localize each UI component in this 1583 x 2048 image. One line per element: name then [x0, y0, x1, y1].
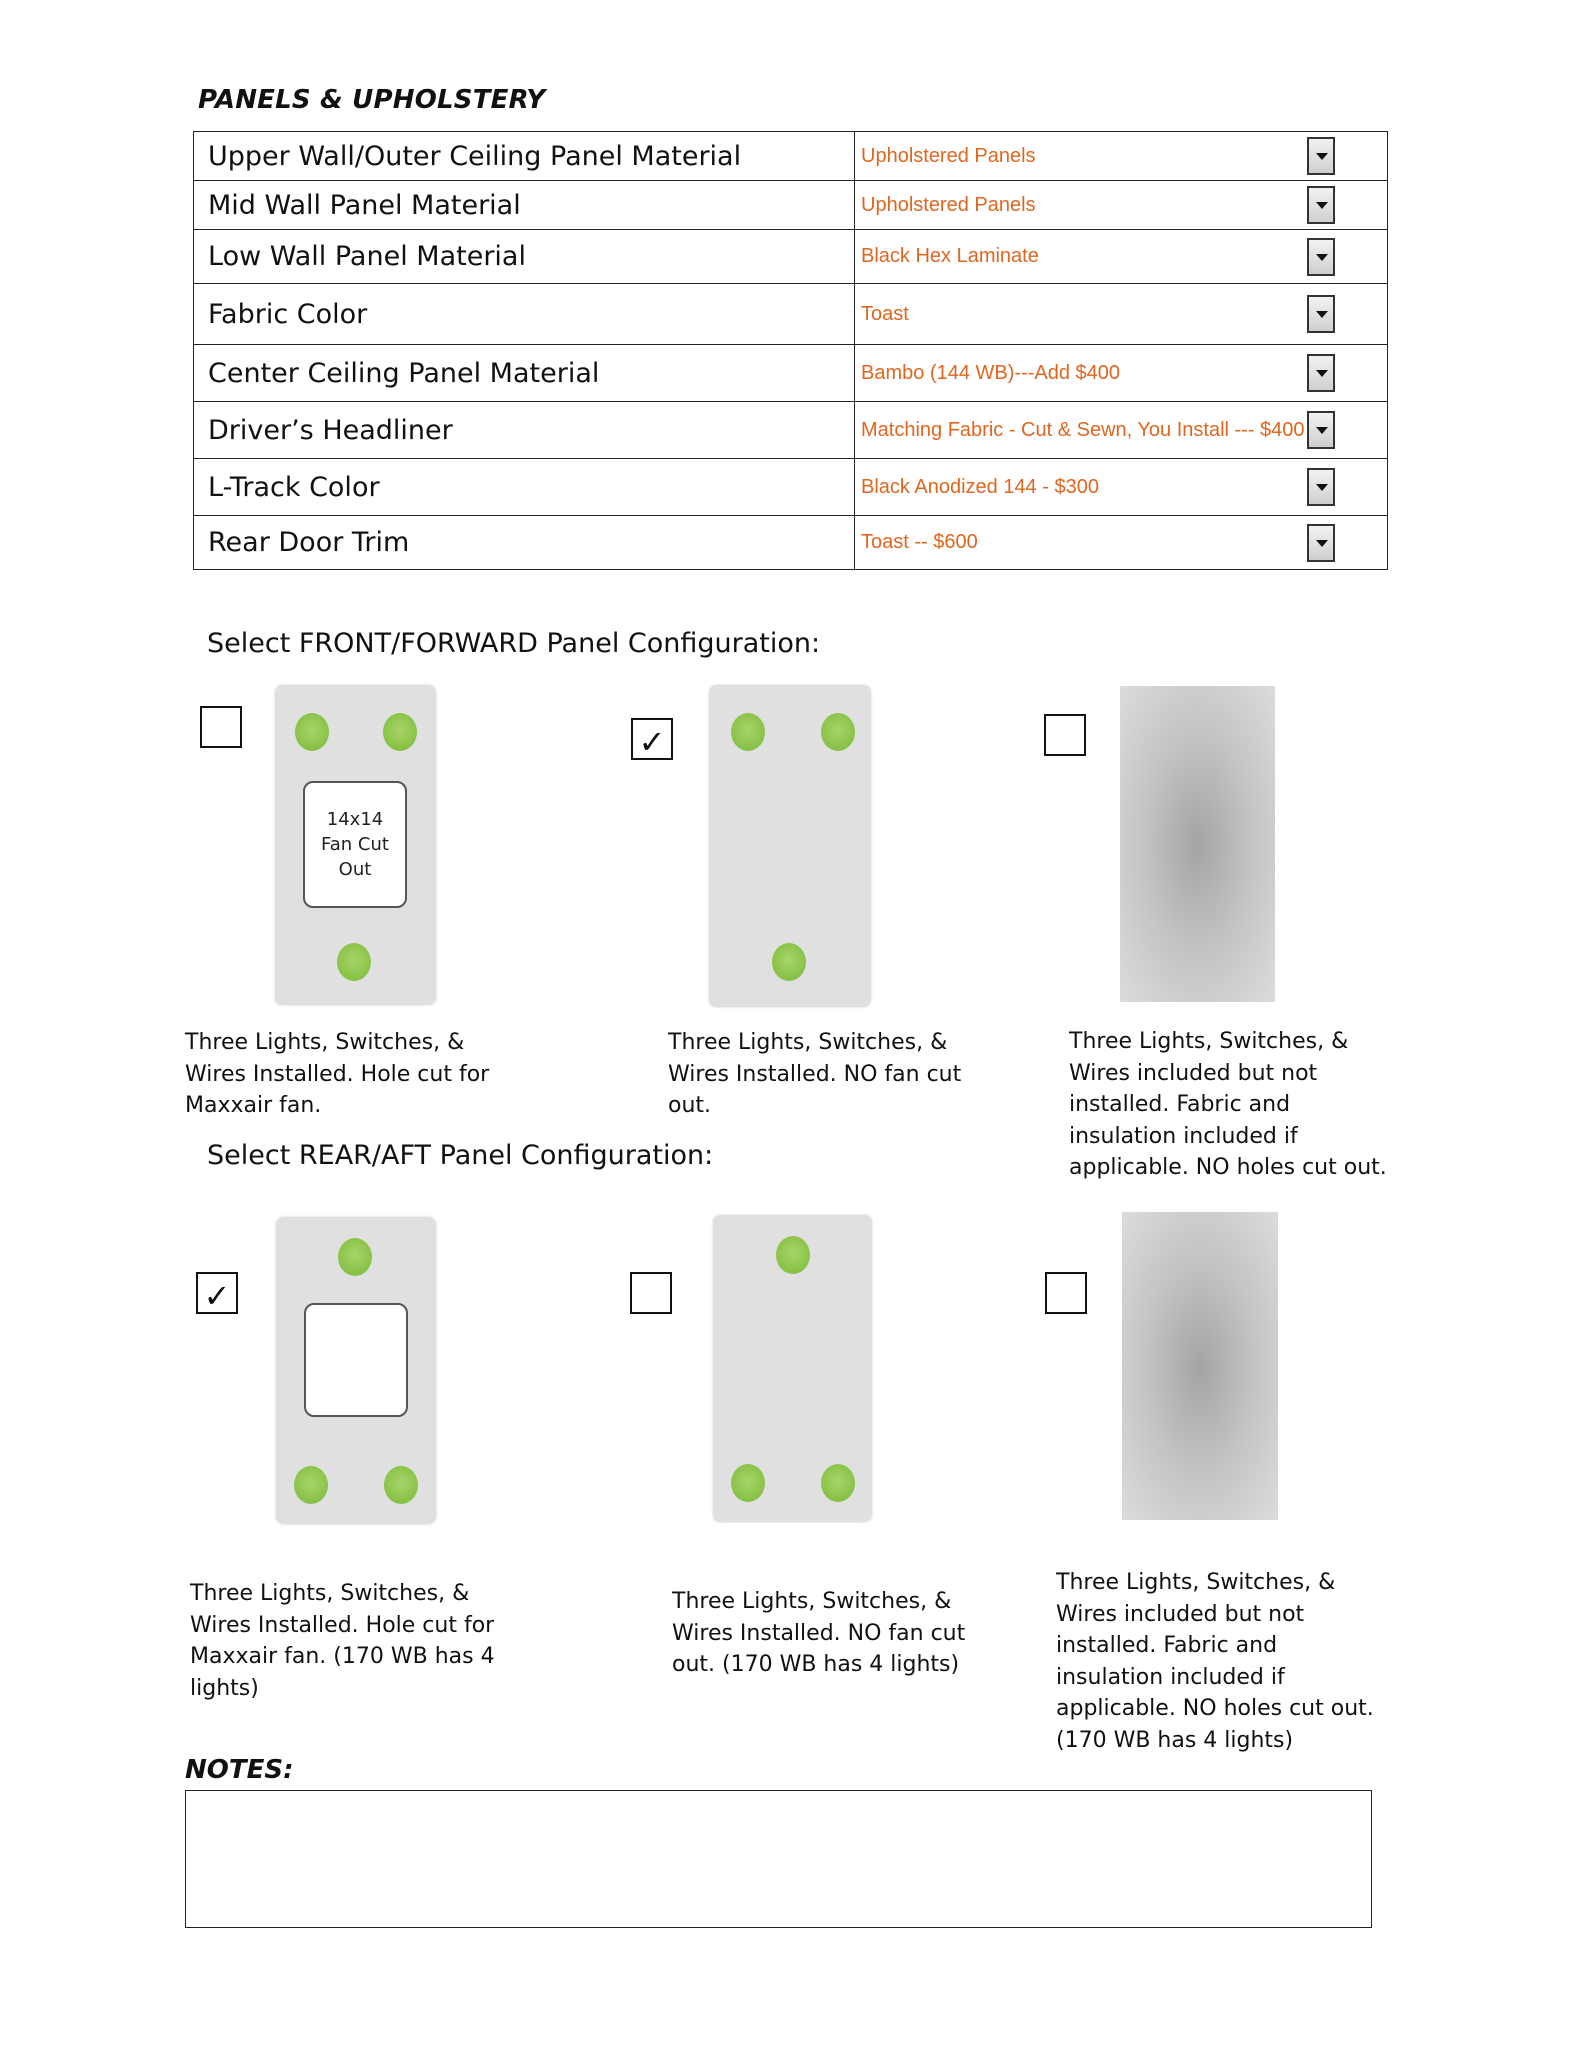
light-icon [337, 943, 371, 981]
dropdown-arrow-icon[interactable] [1307, 238, 1335, 276]
light-icon [294, 1466, 328, 1504]
fan-cut-out [304, 1303, 408, 1417]
light-icon [384, 1466, 418, 1504]
light-icon [821, 713, 855, 751]
option-row [194, 402, 1388, 459]
option-value: Upholstered Panels [861, 144, 1036, 167]
option-row [194, 345, 1388, 402]
front-panel-no-cut [710, 686, 870, 1006]
option-label: Center Ceiling Panel Material [194, 345, 855, 402]
option-row [194, 181, 1388, 230]
option-value: Black Hex Laminate [861, 245, 1039, 267]
rear-option-1-desc: Three Lights, Switches, & Wires Installed. Hole cut for Maxxair fan. (170 WB has 4 lights) [190, 1581, 495, 1701]
light-icon [731, 713, 765, 751]
rear-panel-fan-cut [277, 1218, 435, 1523]
front-panel-fan-cut [276, 686, 435, 1004]
front-option-3-checkbox[interactable] [1044, 714, 1086, 756]
option-label: L-Track Color [194, 459, 855, 516]
option-row [194, 132, 1388, 181]
option-label: Driver’s Headliner [194, 402, 855, 459]
option-row [194, 230, 1388, 284]
front-option-3-desc: Three Lights, Switches, & Wires included but not installed. Fabric and insulation included if applicable. NO holes cut out. [1069, 1029, 1387, 1180]
option-select[interactable] [855, 181, 1388, 230]
rear-option-3-checkbox[interactable] [1045, 1272, 1087, 1314]
option-select[interactable] [855, 345, 1388, 402]
options-table [193, 131, 1388, 570]
dropdown-arrow-icon[interactable] [1307, 411, 1335, 449]
option-label: Fabric Color [194, 284, 855, 345]
option-label: Mid Wall Panel Material [194, 181, 855, 230]
front-option-1-desc: Three Lights, Switches, & Wires Installed. Hole cut for Maxxair fan. [185, 1030, 490, 1118]
dropdown-arrow-icon[interactable] [1307, 468, 1335, 506]
front-option-2-desc: Three Lights, Switches, & Wires Installed. NO fan cut out. [668, 1030, 962, 1118]
rear-panel-not-installed [1122, 1212, 1278, 1520]
light-icon [772, 943, 806, 981]
option-select[interactable] [855, 459, 1388, 516]
option-value: Matching Fabric - Cut & Sewn, You Install --- $400 [861, 418, 1305, 441]
option-value: Black Anodized 144 - $300 [861, 475, 1099, 498]
option-row [194, 459, 1388, 516]
option-row [194, 516, 1388, 570]
fan-cut-out: 14x14 Fan Cut Out [303, 781, 407, 908]
light-icon [731, 1464, 765, 1502]
rear-panel-no-cut [714, 1216, 871, 1521]
option-select[interactable] [855, 132, 1388, 181]
rear-option-3-desc: Three Lights, Switches, & Wires included but not installed. Fabric and insulation included if applicable. NO holes cut out. (170 WB has 4 lights) [1056, 1570, 1374, 1753]
option-row [194, 284, 1388, 345]
option-label: Upper Wall/Outer Ceiling Panel Material [194, 132, 855, 181]
notes-title: NOTES: [185, 1755, 294, 1785]
option-value: Upholstered Panels [861, 193, 1036, 216]
option-select[interactable] [855, 284, 1388, 345]
option-select[interactable] [855, 230, 1388, 284]
option-value: Toast -- $600 [861, 531, 978, 553]
light-icon [295, 713, 329, 751]
option-select[interactable] [855, 402, 1388, 459]
light-icon [776, 1236, 810, 1274]
front-option-1-checkbox[interactable] [200, 706, 242, 748]
option-value: Toast [861, 302, 909, 325]
option-select[interactable] [855, 516, 1388, 570]
dropdown-arrow-icon[interactable] [1307, 524, 1335, 562]
rear-option-1-checkbox[interactable]: ✓ [196, 1272, 238, 1314]
rear-option-2-desc: Three Lights, Switches, & Wires Installed. NO fan cut out. (170 WB has 4 lights) [672, 1589, 966, 1677]
section-title: PANELS & UPHOLSTERY [198, 85, 546, 115]
notes-box[interactable] [185, 1790, 1372, 1928]
option-label: Rear Door Trim [194, 516, 855, 570]
dropdown-arrow-icon[interactable] [1307, 295, 1335, 333]
light-icon [338, 1238, 372, 1276]
light-icon [383, 713, 417, 751]
front-config-title: Select FRONT/FORWARD Panel Configuration: [207, 628, 821, 659]
rear-config-title: Select REAR/AFT Panel Configuration: [207, 1140, 714, 1171]
front-option-2-checkbox[interactable]: ✓ [631, 718, 673, 760]
front-panel-not-installed [1120, 686, 1275, 1002]
light-icon [821, 1464, 855, 1502]
rear-option-2-checkbox[interactable] [630, 1272, 672, 1314]
dropdown-arrow-icon[interactable] [1307, 186, 1335, 224]
option-label: Low Wall Panel Material [194, 230, 855, 284]
dropdown-arrow-icon[interactable] [1307, 137, 1335, 175]
option-value: Bambo (144 WB)---Add $400 [861, 361, 1121, 384]
dropdown-arrow-icon[interactable] [1307, 354, 1335, 392]
